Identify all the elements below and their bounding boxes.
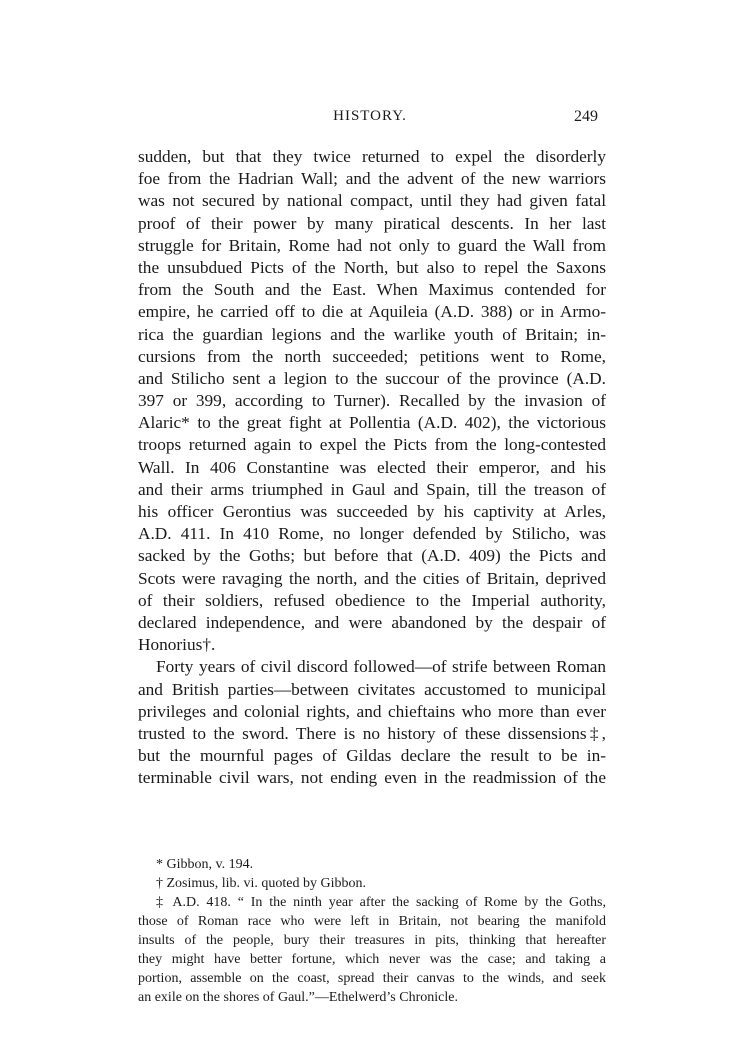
body-line: Wall. In 406 Constantine was elected their emperor, and his bbox=[138, 457, 606, 477]
body-line: and British parties—between civitates accustomed to municipal bbox=[138, 679, 606, 699]
body-line: 397 or 399, according to Turner). Recalled by the invasion of bbox=[138, 391, 606, 411]
body-line: proof of their power by many piratical descents. In her last bbox=[138, 213, 606, 233]
footnote-line: insults of the people, bury their treasures in pits, thinking that hereafter bbox=[138, 933, 606, 948]
running-title: HISTORY. bbox=[333, 108, 407, 124]
body-line: Forty years of civil discord followed—of strife between Roman bbox=[156, 657, 606, 677]
running-header bbox=[140, 108, 600, 132]
footnote-line: portion, assemble on the coast, spread their canvas to the winds, and seek bbox=[138, 971, 606, 986]
body-line: but the mournful pages of Gildas declare the result to be in- bbox=[138, 746, 606, 766]
body-line: A.D. 411. In 410 Rome, no longer defended by Stilicho, was bbox=[138, 524, 606, 544]
body-line: terminable civil wars, not ending even in the readmission of the bbox=[138, 768, 606, 788]
body-line: trusted to the sword. There is no history of these dissensions‡, bbox=[138, 723, 606, 743]
footnote-line: they might have better fortune, which never was the case; and taking a bbox=[138, 952, 606, 967]
footnote-line: an exile on the shores of Gaul.”—Ethelwerd’s Chronicle. bbox=[138, 990, 458, 1005]
body-line: and their arms triumphed in Gaul and Spain, till the treason of bbox=[138, 479, 606, 499]
body-line: was not secured by national compact, until they had given fatal bbox=[138, 191, 606, 211]
footnote-line: ‡ A.D. 418. “ In the ninth year after the sacking of Rome by the Goths, bbox=[156, 895, 606, 910]
page-number: 249 bbox=[574, 108, 598, 125]
body-line: declared independence, and were abandoned by the despair of bbox=[138, 612, 606, 632]
body-line: rica the guardian legions and the warlike youth of Britain; in- bbox=[138, 324, 606, 344]
body-line: his officer Gerontius was succeeded by his captivity at Arles, bbox=[138, 502, 606, 521]
body-line: of their soldiers, refused obedience to the Imperial authority, bbox=[138, 590, 606, 610]
body-line: cursions from the north succeeded; petitions went to Rome, bbox=[138, 346, 606, 366]
body-line: sudden, but that they twice returned to expel the disorderly bbox=[138, 147, 606, 166]
footnote-line: † Zosimus, lib. vi. quoted by Gibbon. bbox=[156, 876, 366, 891]
body-line: empire, he carried off to die at Aquileia (A.D. 388) or in Armo- bbox=[138, 302, 606, 322]
body-line: and Stilicho sent a legion to the succour of the province (A.D. bbox=[138, 368, 606, 388]
footnote-line: those of Roman race who were left in Britain, not bearing the manifold bbox=[138, 914, 606, 929]
body-line: Honorius†. bbox=[138, 635, 216, 655]
body-line: foe from the Hadrian Wall; and the advent of the new warriors bbox=[138, 169, 606, 189]
footnote-line: * Gibbon, v. 194. bbox=[156, 857, 254, 872]
body-line: troops returned again to expel the Picts from the long-contested bbox=[138, 435, 606, 455]
body-line: from the South and the East. When Maximus contended for bbox=[138, 280, 606, 300]
body-line: struggle for Britain, Rome had not only to guard the Wall from bbox=[138, 235, 606, 255]
body-text bbox=[138, 146, 606, 789]
footnotes bbox=[138, 855, 606, 1007]
body-line: the unsubdued Picts of the North, but also to repel the Saxons bbox=[138, 257, 606, 277]
body-line: privileges and colonial rights, and chieftains who more than ever bbox=[138, 701, 606, 721]
body-line: sacked by the Goths; but before that (A.D. 409) the Picts and bbox=[138, 546, 606, 566]
body-line: Alaric* to the great fight at Pollentia (A.D. 402), the victorious bbox=[138, 413, 606, 433]
body-line: Scots were ravaging the north, and the cities of Britain, deprived bbox=[138, 568, 606, 588]
